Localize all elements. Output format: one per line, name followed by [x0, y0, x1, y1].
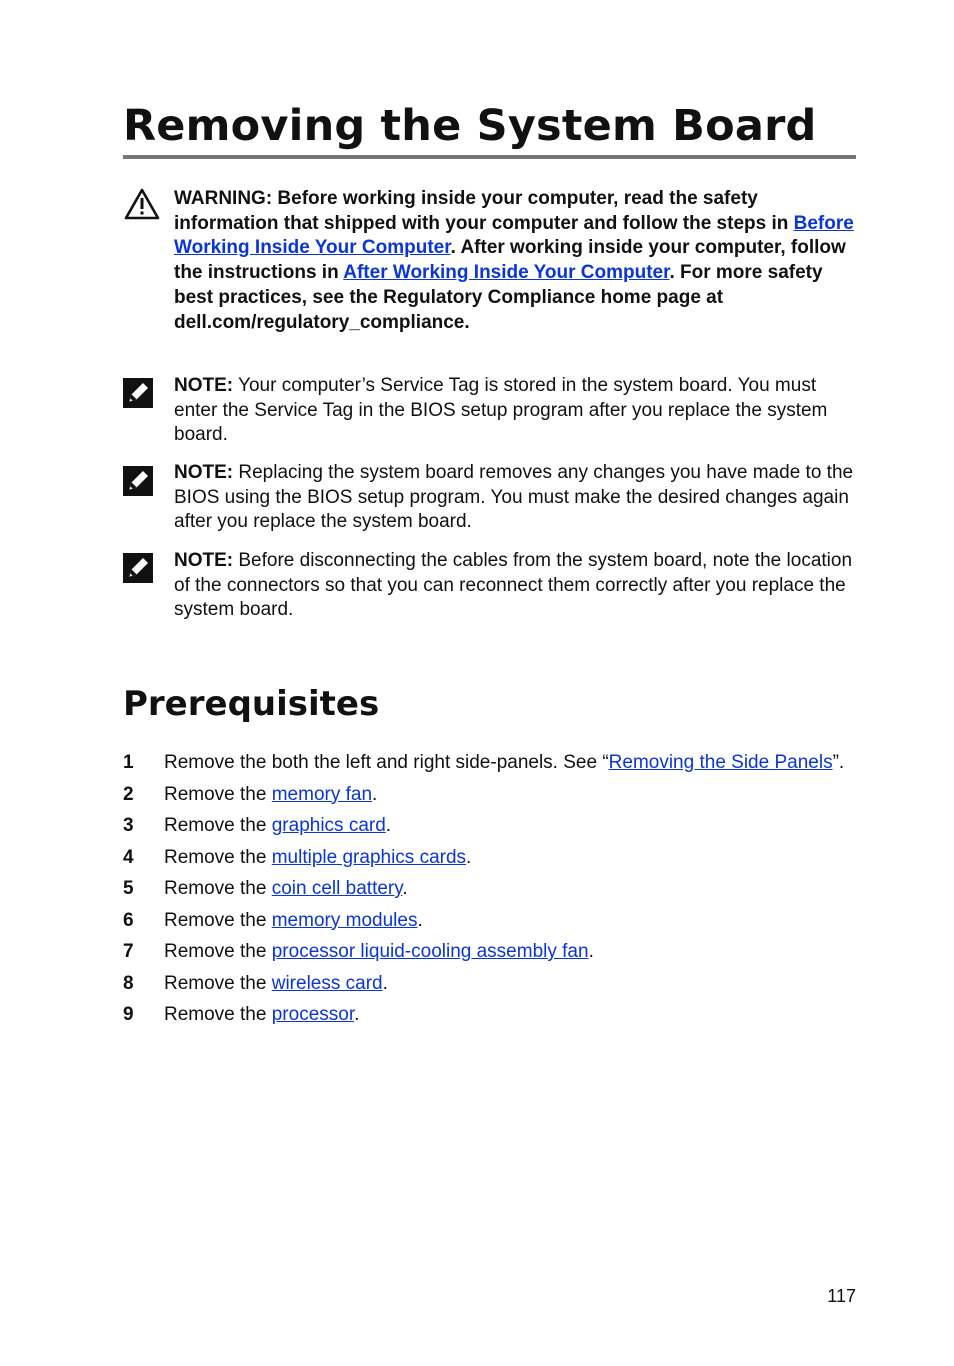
step-number: 3: [123, 815, 134, 836]
note-body: Your computer’s Service Tag is stored in the system board. You must enter the Service Tag in the BIOS setup program after you replace the system board.: [174, 375, 828, 446]
step-text: ”.: [832, 752, 845, 773]
list-item: [123, 751, 856, 776]
list-item: [123, 814, 856, 839]
page-number: 117: [827, 1286, 856, 1306]
note-pencil-icon: [123, 378, 153, 413]
step-text: Remove the: [164, 783, 272, 805]
warning-text: [174, 187, 858, 335]
step-text: .: [372, 783, 378, 805]
step-text: Remove the both the left and right side-panels. See “: [164, 752, 609, 773]
step-link[interactable]: coin cell battery: [271, 878, 403, 899]
step-text: Remove the: [164, 941, 272, 962]
step-text: .: [402, 878, 408, 899]
note-pencil-icon: [123, 553, 153, 588]
note-body: Before disconnecting the cables from the system board, note the location of the connectors so that you can reconnect them correctly after you replace the system board.: [174, 550, 853, 621]
warning-text-part: . After working inside your computer, follow the instructions in: [174, 237, 846, 284]
link-after-working[interactable]: After Working Inside Your Computer: [343, 262, 670, 284]
note-label: NOTE:: [174, 462, 234, 483]
step-number: 2: [123, 783, 134, 805]
step-link[interactable]: memory modules: [271, 909, 418, 931]
list-item: [123, 972, 856, 997]
step-number: 5: [123, 878, 134, 899]
step-text: .: [385, 815, 392, 836]
step-link[interactable]: memory fan: [271, 783, 373, 805]
step-number: 1: [123, 752, 134, 773]
note-body: Replacing the system board removes any changes you have made to the BIOS using the BIOS setup program. You must make the desired changes again after you replace the system board.: [174, 462, 854, 533]
step-text: Remove the: [164, 1004, 272, 1025]
step-number: 4: [123, 846, 134, 868]
step-text: .: [466, 846, 472, 868]
step-text: .: [354, 1004, 360, 1025]
note-label: NOTE:: [174, 375, 234, 396]
step-link[interactable]: processor liquid-cooling assembly fan: [271, 941, 589, 962]
step-link[interactable]: wireless card: [271, 972, 383, 994]
page-title: Removing the System Board: [123, 101, 817, 151]
step-link[interactable]: processor: [271, 1004, 355, 1025]
list-item: [123, 1003, 856, 1028]
step-link[interactable]: graphics card: [271, 815, 386, 836]
title-rule: [123, 155, 856, 159]
note-pencil-icon: [123, 466, 153, 501]
warning-text-part: WARNING: Before working inside your computer, read the safety information that shipped with your computer and follow the steps in: [174, 188, 794, 234]
step-text: Remove the: [164, 878, 272, 899]
warning-triangle-icon: [123, 187, 161, 226]
step-number: 7: [123, 941, 134, 962]
section-heading-prerequisites: Prerequisites: [123, 684, 380, 724]
note-text: [174, 461, 858, 535]
step-link[interactable]: Removing the Side Panels: [608, 752, 833, 773]
step-text: Remove the: [164, 846, 272, 868]
step-number: 8: [123, 972, 134, 994]
list-item: [123, 877, 856, 902]
list-item: [123, 940, 856, 965]
step-text: .: [417, 909, 423, 931]
note-text: [174, 549, 858, 623]
step-text: Remove the: [164, 815, 272, 836]
list-item: [123, 783, 856, 808]
step-text: .: [588, 941, 594, 962]
link-before-working[interactable]: Before Working Inside Your Computer: [174, 212, 854, 259]
note-label: NOTE:: [174, 550, 234, 571]
warning-text-part: . For more safety best practices, see the Regulatory Compliance home page at dell.com/regulatory_compliance.: [174, 262, 823, 333]
step-number: 6: [123, 909, 134, 931]
step-text: Remove the: [164, 909, 272, 931]
step-number: 9: [123, 1004, 134, 1025]
note-text: [174, 374, 858, 448]
step-link[interactable]: multiple graphics cards: [271, 846, 467, 868]
list-item: [123, 846, 856, 871]
list-item: [123, 909, 856, 934]
step-text: Remove the: [164, 972, 272, 994]
step-text: .: [382, 972, 388, 994]
prerequisite-steps: [123, 751, 856, 1035]
